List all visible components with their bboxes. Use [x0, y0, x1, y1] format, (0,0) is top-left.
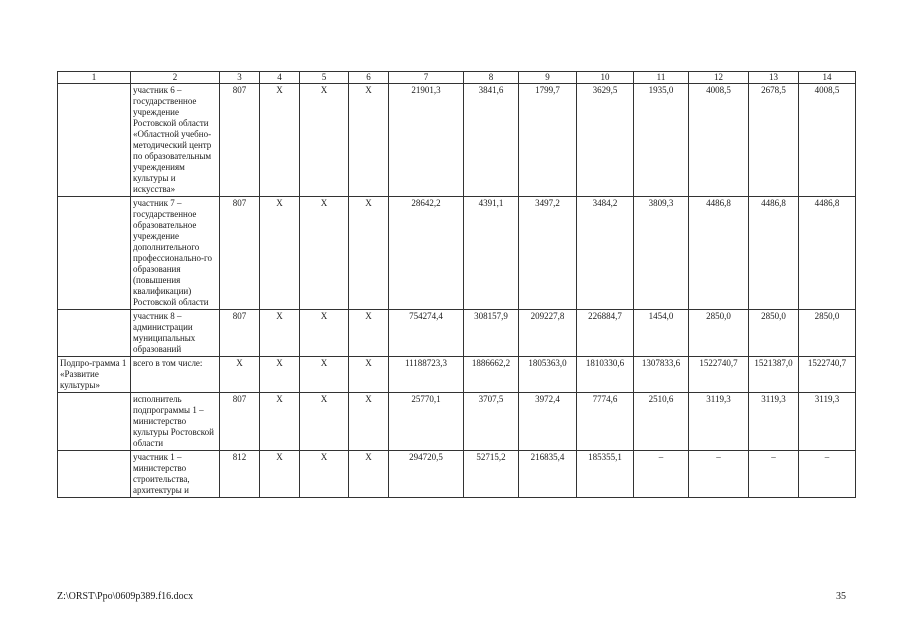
value-cell: 1805363,0	[519, 357, 577, 393]
value-cell: 3629,5	[577, 84, 634, 197]
column-header: 12	[689, 72, 749, 84]
value-cell: 807	[220, 310, 260, 357]
value-cell: 2850,0	[799, 310, 856, 357]
column-header: 4	[260, 72, 300, 84]
value-cell: 1799,7	[519, 84, 577, 197]
value-cell: 807	[220, 393, 260, 451]
value-cell: 3119,3	[749, 393, 799, 451]
value-cell: 812	[220, 451, 260, 498]
value-cell: –	[634, 451, 689, 498]
value-cell: 4391,1	[464, 197, 519, 310]
value-cell: 1522740,7	[689, 357, 749, 393]
value-cell: 807	[220, 197, 260, 310]
column-header: 3	[220, 72, 260, 84]
value-cell: Х	[260, 197, 300, 310]
value-cell: Х	[300, 357, 349, 393]
program-name-cell	[58, 451, 131, 498]
participant-cell: участник 7 – государственное образовательное учреждение дополнительного профессионально-го образования (повышения квалификации) Ростовской области	[131, 197, 220, 310]
value-cell: 216835,4	[519, 451, 577, 498]
value-cell: 1521387,0	[749, 357, 799, 393]
column-header: 14	[799, 72, 856, 84]
value-cell: –	[799, 451, 856, 498]
value-cell: Х	[300, 310, 349, 357]
value-cell: Х	[260, 84, 300, 197]
participant-cell: участник 6 – государственное учреждение Ростовской области «Областной учебно-методический центр по образовательным учреждениям культуры и искусства»	[131, 84, 220, 197]
program-name-cell	[58, 197, 131, 310]
value-cell: 294720,5	[389, 451, 464, 498]
value-cell: 807	[220, 84, 260, 197]
value-cell: Х	[349, 393, 389, 451]
value-cell: 1935,0	[634, 84, 689, 197]
value-cell: 1454,0	[634, 310, 689, 357]
participant-cell: участник 8 – администрации муниципальных образований	[131, 310, 220, 357]
value-cell: 3497,2	[519, 197, 577, 310]
value-cell: 3707,5	[464, 393, 519, 451]
program-name-cell	[58, 393, 131, 451]
value-cell: 185355,1	[577, 451, 634, 498]
value-cell: 3119,3	[799, 393, 856, 451]
value-cell: 28642,2	[389, 197, 464, 310]
value-cell: 1810330,6	[577, 357, 634, 393]
column-header: 1	[58, 72, 131, 84]
column-header: 13	[749, 72, 799, 84]
value-cell: 11188723,3	[389, 357, 464, 393]
program-name-cell: Подпро-грамма 1 «Развитие культуры»	[58, 357, 131, 393]
value-cell: Х	[260, 357, 300, 393]
program-name-cell	[58, 310, 131, 357]
value-cell: –	[749, 451, 799, 498]
value-cell: 3972,4	[519, 393, 577, 451]
column-header: 9	[519, 72, 577, 84]
value-cell: 3841,6	[464, 84, 519, 197]
column-header: 5	[300, 72, 349, 84]
value-cell: Х	[260, 393, 300, 451]
value-cell: 25770,1	[389, 393, 464, 451]
table-row	[58, 393, 856, 451]
column-header: 6	[349, 72, 389, 84]
value-cell: 21901,3	[389, 84, 464, 197]
value-cell: 2678,5	[749, 84, 799, 197]
participant-cell: исполнитель подпрограммы 1 – министерство культуры Ростовской области	[131, 393, 220, 451]
value-cell: 4486,8	[749, 197, 799, 310]
value-cell: 209227,8	[519, 310, 577, 357]
table-row	[58, 357, 856, 393]
value-cell: 4008,5	[689, 84, 749, 197]
value-cell: 2850,0	[749, 310, 799, 357]
budget-table	[57, 71, 856, 498]
value-cell: Х	[300, 451, 349, 498]
value-cell: 2850,0	[689, 310, 749, 357]
table-row	[58, 84, 856, 197]
value-cell: 3809,3	[634, 197, 689, 310]
column-header: 10	[577, 72, 634, 84]
value-cell: 4486,8	[799, 197, 856, 310]
value-cell: Х	[349, 310, 389, 357]
value-cell: Х	[300, 84, 349, 197]
value-cell: 7774,6	[577, 393, 634, 451]
value-cell: Х	[349, 84, 389, 197]
header-row	[58, 72, 856, 84]
value-cell: Х	[260, 310, 300, 357]
column-header: 8	[464, 72, 519, 84]
participant-cell: всего в том числе:	[131, 357, 220, 393]
column-header: 2	[131, 72, 220, 84]
value-cell: 3484,2	[577, 197, 634, 310]
page-number: 35	[836, 591, 846, 602]
program-name-cell	[58, 84, 131, 197]
value-cell: Х	[349, 357, 389, 393]
value-cell: Х	[349, 197, 389, 310]
value-cell: 52715,2	[464, 451, 519, 498]
participant-cell: участник 1 – министерство строительства, архитектуры и	[131, 451, 220, 498]
value-cell: Х	[260, 451, 300, 498]
table-row	[58, 310, 856, 357]
column-header: 7	[389, 72, 464, 84]
value-cell: 1886662,2	[464, 357, 519, 393]
value-cell: 1522740,7	[799, 357, 856, 393]
value-cell: Х	[349, 451, 389, 498]
value-cell: 4486,8	[689, 197, 749, 310]
value-cell: –	[689, 451, 749, 498]
value-cell: Х	[300, 393, 349, 451]
value-cell: 226884,7	[577, 310, 634, 357]
table-row	[58, 197, 856, 310]
column-header: 11	[634, 72, 689, 84]
value-cell: 3119,3	[689, 393, 749, 451]
value-cell: 4008,5	[799, 84, 856, 197]
footer-file-path: Z:\ORST\Ppo\0609p389.f16.docx	[57, 591, 194, 602]
value-cell: 308157,9	[464, 310, 519, 357]
table-row	[58, 451, 856, 498]
value-cell: 2510,6	[634, 393, 689, 451]
value-cell: 754274,4	[389, 310, 464, 357]
value-cell: 1307833,6	[634, 357, 689, 393]
value-cell: Х	[220, 357, 260, 393]
value-cell: Х	[300, 197, 349, 310]
